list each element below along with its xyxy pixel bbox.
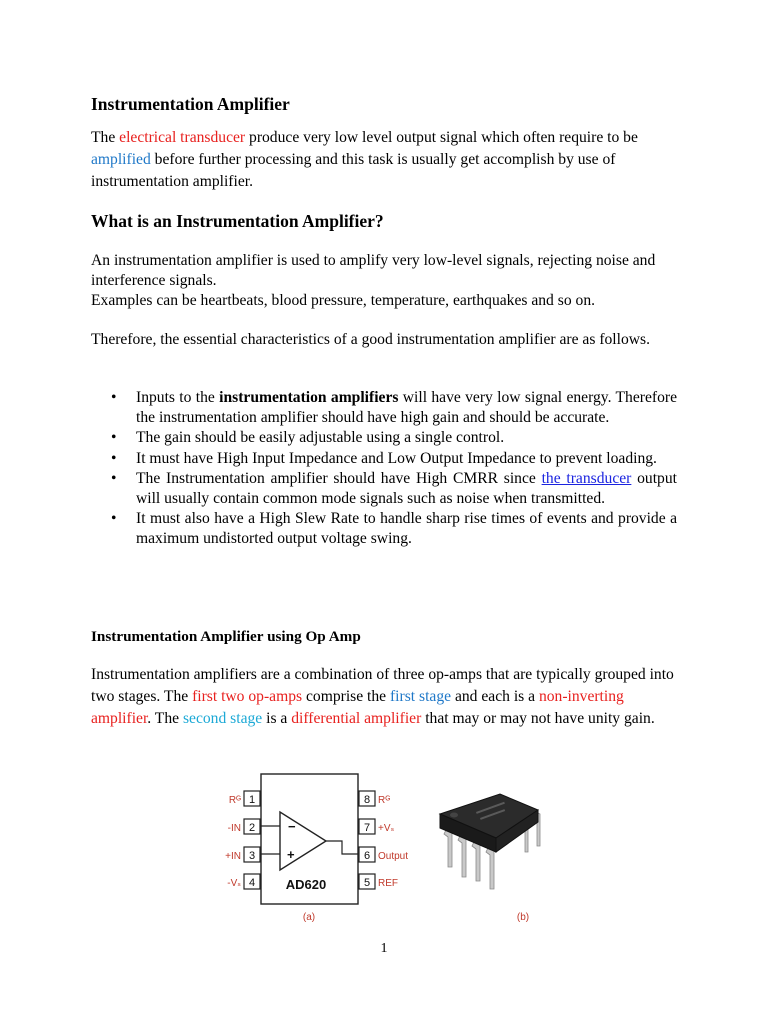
pin-number: 5 <box>363 877 371 889</box>
figure-svg <box>218 772 548 928</box>
plus-sign: + <box>287 847 295 862</box>
heading-instrumentation-amplifier: Instrumentation Amplifier <box>91 94 290 114</box>
pin-label: -Vₛ <box>227 878 241 889</box>
pin-label: +Vₛ <box>378 823 395 834</box>
pin-label: Rᴳ <box>378 795 391 806</box>
characteristics-intro: Therefore, the essential characteristics of a good instrumentation amplifier are as follows. <box>91 331 650 348</box>
list-item: • Inputs to the instrumentation amplifiers will have very low signal energy. Therefore the instrumentation amplifier should have high gain and should be accurate. <box>111 389 677 427</box>
highlight-differential-amplifier: differential amplifier <box>291 710 422 727</box>
definition-paragraph <box>91 251 677 312</box>
list-item: • It must also have a High Slew Rate to handle sharp rise times of events and provide a maximum undistorted output voltage swing. <box>111 510 677 548</box>
pin-label: +IN <box>225 851 241 862</box>
pin-number: 2 <box>248 822 256 834</box>
pin-number: 7 <box>363 822 371 834</box>
pin-number: 1 <box>248 794 256 806</box>
list-item: • It must have High Input Impedance and Low Output Impedance to prevent loading. <box>111 449 657 467</box>
highlight-non-inverting-amplifier: non-inverting amplifier <box>91 688 624 727</box>
highlight-first-stage: first stage <box>389 688 452 705</box>
pin-number: 6 <box>363 850 371 862</box>
bold-instrumentation-amplifiers: instrumentation amplifiers <box>219 389 399 406</box>
intro-paragraph: The electrical transducer produce very low level output signal which often require to be amplified before further processing and this task is usually get accomplish by use of instrumentation amplifier. <box>91 129 638 190</box>
ad620-pinout-diagram <box>225 774 408 923</box>
minus-sign: − <box>288 819 296 834</box>
heading-using-op-amp: Instrumentation Amplifier using Op Amp <box>91 628 361 645</box>
pin-label: -IN <box>227 823 241 834</box>
chip-label: AD620 <box>285 877 327 892</box>
pin-label: Output <box>378 851 409 862</box>
highlight-second-stage: second stage <box>182 710 263 727</box>
pin-number: 3 <box>248 850 256 862</box>
page-number: 1 <box>380 941 388 956</box>
heading-what-is: What is an Instrumentation Amplifier? <box>91 211 384 231</box>
list-item: • The Instrumentation amplifier should have High CMRR since the transducer output will usually contain common mode signals such as noise when transmitted. <box>111 469 677 508</box>
ad620-figure <box>218 772 548 928</box>
highlight-first-two-op-amps: first two op-amps <box>192 688 303 705</box>
caption-a: (a) <box>302 912 316 923</box>
list-item: • The gain should be easily adjustable using a single control. <box>111 429 505 447</box>
characteristics-list <box>91 388 677 550</box>
link-the-transducer[interactable]: the transducer <box>541 469 632 487</box>
definition-line-2: Examples can be heartbeats, blood pressure, temperature, earthquakes and so on. <box>91 292 596 310</box>
highlight-electrical-transducer: electrical transducer <box>119 129 246 146</box>
highlight-amplified: amplified <box>91 151 151 168</box>
dip-chip-photo <box>440 794 540 923</box>
pin-number: 4 <box>248 877 256 889</box>
pin-number: 8 <box>363 794 371 806</box>
opamp-paragraph: Instrumentation amplifiers are a combination of three op-amps that are typically grouped into two stages. The first two op-amps comprise the first stage and each is a non-inverting amplifier. The second stage is a differential amplifier that may or may not have unity gain. <box>91 666 674 727</box>
definition-line-1: An instrumentation amplifier is used to amplify very low-level signals, rejecting noise and interference signals. <box>91 252 656 290</box>
caption-b: (b) <box>516 912 530 923</box>
pin-label: Rᴳ <box>228 795 241 806</box>
pin-label: REF <box>378 878 398 889</box>
